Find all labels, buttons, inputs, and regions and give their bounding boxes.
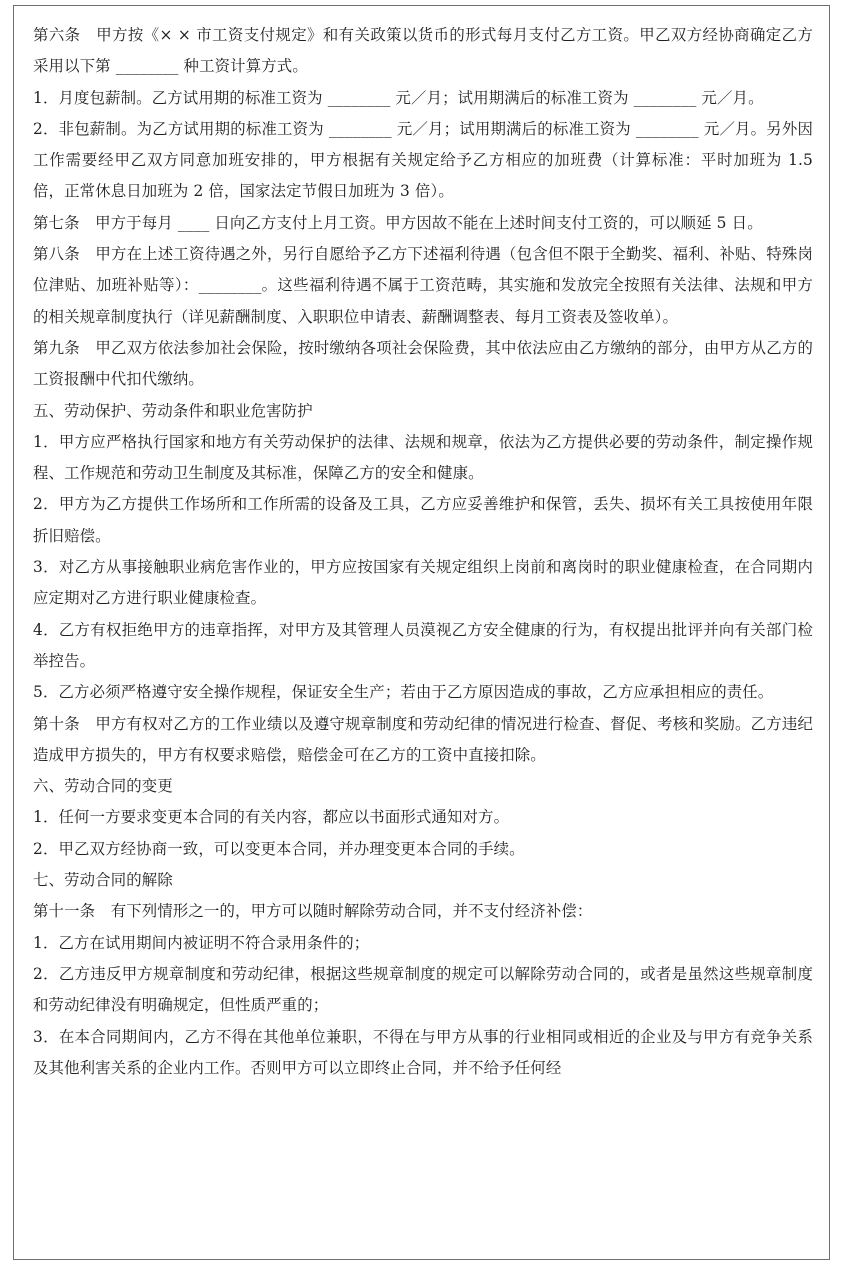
- article-6: 第六条 甲方按《× × 市工资支付规定》和有关政策以货币的形式每月支付乙方工资。甲乙双方经协商确定乙方采用以下第 ________ 种工资计算方式。: [33, 26, 813, 76]
- article-11-item-1: 1．乙方在试用期间内被证明不符合录用条件的；: [33, 933, 370, 952]
- section-5-item-4: 4．乙方有权拒绝甲方的违章指挥，对甲方及其管理人员漠视乙方安全健康的行为，有权提出批评并向有关部门检举控告。: [33, 620, 813, 670]
- section-6-item-2: 2．甲乙双方经协商一致，可以变更本合同，并办理变更本合同的手续。: [33, 839, 525, 858]
- page-frame: [13, 5, 830, 1260]
- section-5-item-1: 1．甲方应严格执行国家和地方有关劳动保护的法律、法规和规章，依法为乙方提供必要的劳动条件，制定操作规程、工作规范和劳动卫生制度及其标准，保障乙方的安全和健康。: [33, 432, 813, 483]
- article-7: 第七条 甲方于每月 ____ 日向乙方支付上月工资。甲方因故不能在上述时间支付工资的，可以顺延 5 日。: [33, 213, 763, 232]
- article-11: 第十一条 有下列情形之一的，甲方可以随时解除劳动合同，并不支付经济补偿：: [33, 902, 593, 921]
- section-5-item-3: 3．对乙方从事接触职业病危害作业的，甲方应按国家有关规定组织上岗前和离岗时的职业健康检查，在合同期内应定期对乙方进行职业健康检查。: [33, 558, 813, 608]
- article-11-item-2: 2．乙方违反甲方规章制度和劳动纪律，根据这些规章制度的规定可以解除劳动合同的，或者是虽然这些规章制度和劳动纪律没有明确规定，但性质严重的；: [33, 964, 813, 1015]
- article-10: 第十条 甲方有权对乙方的工作业绩以及遵守规章制度和劳动纪律的情况进行检查、督促、考核和奖励。乙方违纪造成甲方损失的，甲方有权要求赔偿，赔偿金可在乙方的工资中直接扣除。: [33, 714, 813, 764]
- article-6-option-1: 1．月度包薪制。乙方试用期的标准工资为 ________ 元／月；试用期满后的标准工资为 ________ 元／月。: [33, 88, 764, 107]
- section-6-item-1: 1．任何一方要求变更本合同的有关内容，都应以书面形式通知对方。: [33, 808, 510, 827]
- document-body: [33, 20, 813, 1084]
- article-9: 第九条 甲乙双方依法参加社会保险，按时缴纳各项社会保险费，其中依法应由乙方缴纳的部分，由甲方从乙方的工资报酬中代扣代缴纳。: [33, 338, 813, 389]
- article-6-option-2: 2．非包薪制。为乙方试用期的标准工资为 ________ 元／月；试用期满后的标准工资为 ________ 元／月。另外因工作需要经甲乙双方同意加班安排的，甲方根据有关规定给予乙方相应的加班费（计算标准：平时加班为 1.5 倍，正常休息日加班为 2 倍，国家法定节假日加班为 3 倍）。: [33, 119, 813, 201]
- article-8: 第八条 甲方在上述工资待遇之外，另行自愿给予乙方下述福利待遇（包含但不限于全勤奖、福利、补贴、特殊岗位津贴、加班补贴等）：________。这些福利待遇不属于工资范畴，其实施和发放完全按照有关法律、法规和甲方的相关规章制度执行（详见薪酬制度、入职职位申请表、薪酬调整表、每月工资表及签收单）。: [33, 245, 813, 326]
- section-5-item-2: 2．甲方为乙方提供工作场所和工作所需的设备及工具，乙方应妥善维护和保管，丢失、损坏有关工具按使用年限折旧赔偿。: [33, 495, 813, 545]
- article-11-item-3: 3．在本合同期间内，乙方不得在其他单位兼职，不得在与甲方从事的行业相同或相近的企业及与甲方有竞争关系及其他利害关系的企业内工作。否则甲方可以立即终止合同，并不给予任何经: [33, 1027, 813, 1077]
- section-7-heading: 七、劳动合同的解除: [33, 871, 173, 890]
- section-5-item-5: 5．乙方必须严格遵守安全操作规程，保证安全生产；若由于乙方原因造成的事故，乙方应承担相应的责任。: [33, 683, 774, 702]
- section-6-heading: 六、劳动合同的变更: [33, 777, 173, 796]
- section-5-heading: 五、劳动保护、劳动条件和职业危害防护: [33, 401, 313, 420]
